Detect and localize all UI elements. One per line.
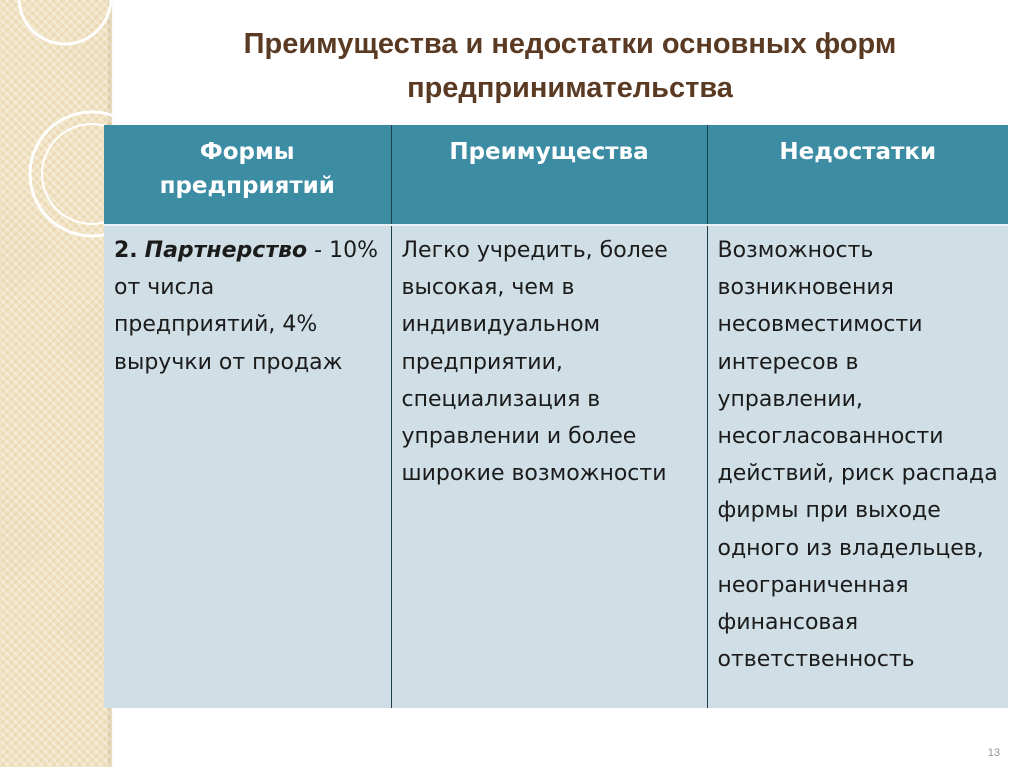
- forms-comparison-table: [104, 125, 1008, 708]
- deco-circle-top: [19, 0, 111, 44]
- header-forms: Формы предприятий: [104, 125, 391, 225]
- header-disadvantages: Недостатки: [707, 125, 1008, 225]
- form-dash: -: [307, 238, 323, 263]
- header-advantages: Преимущества: [391, 125, 707, 225]
- form-details: 10% от числа предприятий, 4% выручки от продаж: [114, 238, 378, 375]
- form-name: Партнерство: [144, 238, 308, 263]
- form-number: 2.: [114, 238, 138, 263]
- cell-disadvantages: Возможность возникновения несовместимости интересов в управлении, несогласованности действий, риск распада фирмы при выходе одного из владельцев, неограниченная финансовая ответственность: [707, 225, 1008, 708]
- cell-advantages: Легко учредить, более высокая, чем в индивидуальном предприятии, специализация в управлении и более широкие возможности: [391, 225, 707, 708]
- table-row: [104, 225, 1008, 708]
- page-number: 13: [987, 747, 1000, 759]
- title-line-2: предпринимательства: [407, 72, 733, 104]
- table-header-row: [104, 125, 1008, 225]
- title-line-1: Преимущества и недостатки основных форм: [243, 28, 897, 60]
- slide-title: [130, 22, 1010, 110]
- cell-form: [104, 225, 391, 708]
